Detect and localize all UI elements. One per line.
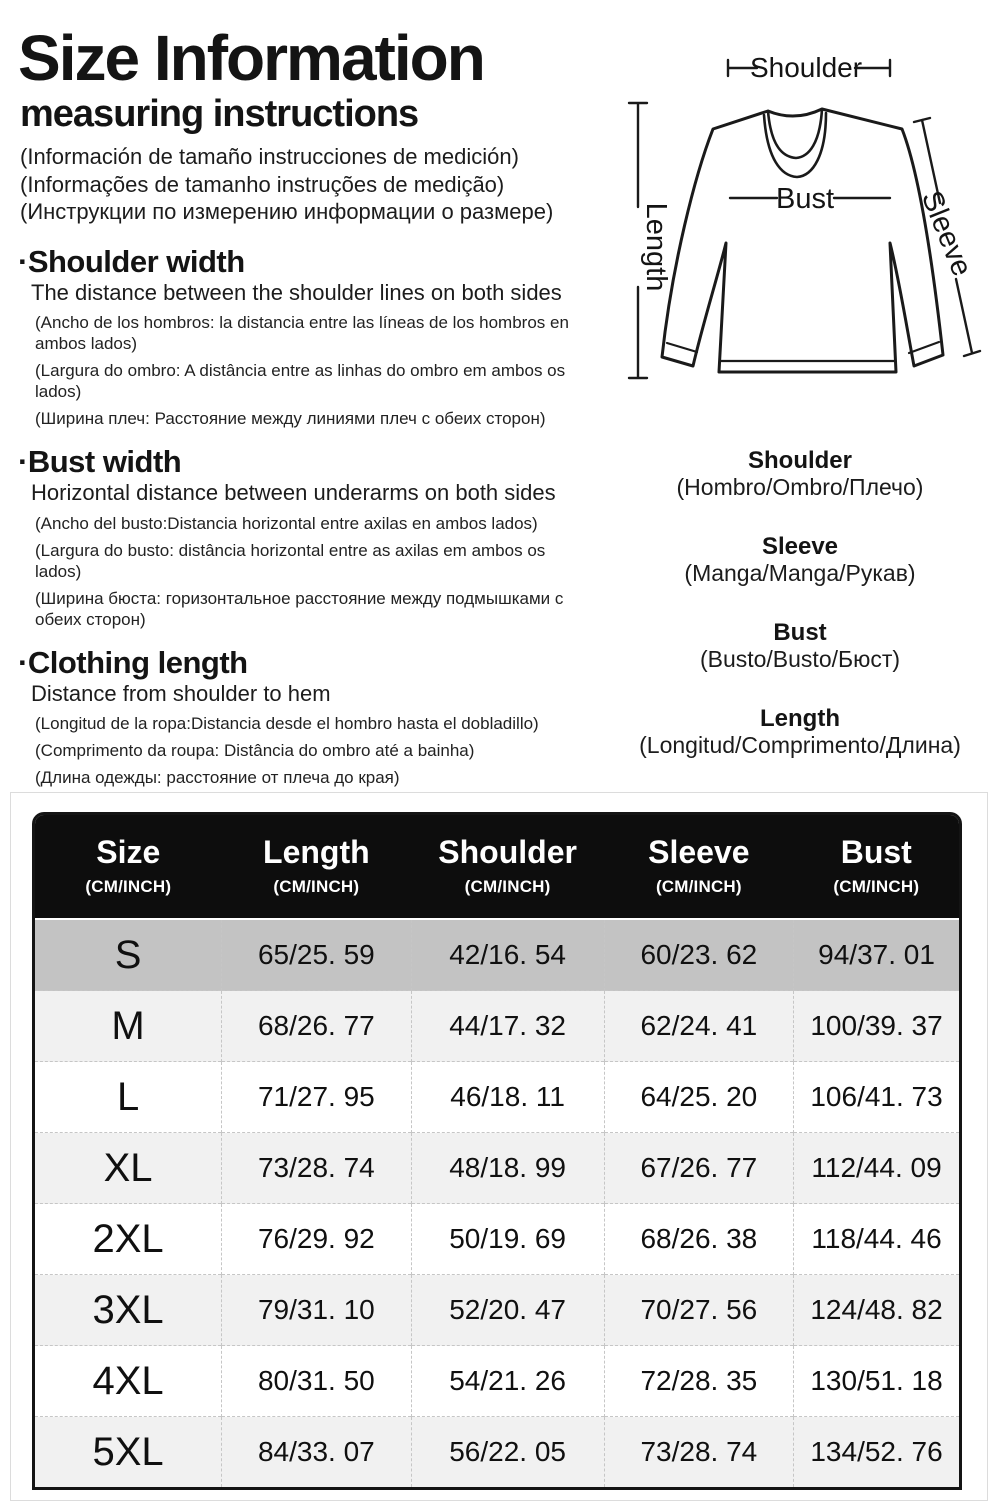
- bust-value: 134/52. 76: [794, 1417, 959, 1488]
- shoulder-value: 48/18. 99: [411, 1133, 604, 1204]
- intro-translation-es: (Información de tamaño instrucciones de medición): [20, 144, 519, 170]
- section-translation-pt: (Largura do busto: distância horizontal entre as axilas em ambos os lados): [35, 540, 546, 581]
- right-cuff-line: [909, 342, 939, 353]
- section-shoulder-width: [18, 244, 598, 429]
- bust-value: 112/44. 09: [794, 1133, 959, 1204]
- column-title: Size: [96, 834, 161, 871]
- legend-length: [600, 705, 1000, 759]
- shirt-measurement-diagram: [600, 25, 1000, 431]
- shoulder-value: 42/16. 54: [411, 919, 604, 991]
- size-table: [35, 815, 959, 1487]
- length-value: 65/25. 59: [222, 919, 411, 991]
- section-translation-ru: (Длина одежды: расстояние от плеча до края): [35, 768, 400, 788]
- legend-translation: (Busto/Busto/Бюст): [699, 646, 901, 672]
- sleeve-value: 64/25. 20: [604, 1062, 793, 1133]
- legend-translation: (Hombro/Ombro/Плечо): [676, 474, 924, 500]
- column-header-shoulder: [411, 815, 604, 919]
- sleeve-value: 72/28. 35: [604, 1346, 793, 1417]
- shoulder-value: 56/22. 05: [411, 1417, 604, 1488]
- size-table-panel: [10, 792, 988, 1501]
- length-value: 73/28. 74: [222, 1133, 411, 1204]
- length-value: 80/31. 50: [222, 1346, 411, 1417]
- bust-measure-label: Bust: [775, 183, 835, 215]
- legend-sleeve: [600, 533, 1000, 587]
- sleeve-value: 68/26. 38: [604, 1204, 793, 1275]
- column-header-sleeve: [604, 815, 793, 919]
- table-row-5xl: [35, 1417, 959, 1488]
- length-measure-label: Length: [640, 202, 672, 292]
- collar-outer-curve: [764, 113, 826, 177]
- size-label: XL: [35, 1133, 222, 1204]
- table-row-3xl: [35, 1275, 959, 1346]
- sleeve-measure-label: Sleeve: [914, 186, 978, 281]
- table-row-m: [35, 991, 959, 1062]
- left-cuff-line: [667, 343, 697, 352]
- table-row-4xl: [35, 1346, 959, 1417]
- measuring-sections: [18, 244, 598, 803]
- bust-value: 94/37. 01: [794, 919, 959, 991]
- legend-translation: (Manga/Manga/Рукав): [684, 560, 916, 586]
- section-heading: ·Shoulder width: [18, 244, 245, 279]
- shoulder-value: 50/19. 69: [411, 1204, 604, 1275]
- column-unit-note: (CM/INCH): [273, 876, 360, 896]
- sleeve-value: 60/23. 62: [604, 919, 793, 991]
- sleeve-value: 67/26. 77: [604, 1133, 793, 1204]
- size-label: 2XL: [35, 1204, 222, 1275]
- shoulder-value: 54/21. 26: [411, 1346, 604, 1417]
- section-translation-ru: (Ширина плеч: Расстояние между линиями плеч с обеих сторон): [35, 409, 546, 429]
- column-title: Shoulder: [438, 834, 577, 871]
- column-unit-note: (CM/INCH): [85, 876, 172, 896]
- shirt-outline: [662, 109, 943, 372]
- bust-value: 106/41. 73: [794, 1062, 959, 1133]
- section-clothing-length: [18, 645, 598, 788]
- section-translation-es: (Ancho del busto:Distancia horizontal entre axilas en ambos lados): [35, 513, 538, 533]
- length-value: 71/27. 95: [222, 1062, 411, 1133]
- size-table-body: [35, 919, 959, 1487]
- intro-block: [18, 22, 598, 226]
- sleeve-value: 73/28. 74: [604, 1417, 793, 1488]
- intro-translation-ru: (Инструкции по измерению информации о размере): [20, 199, 554, 225]
- section-translation-es: (Ancho de los hombros: la distancia entre las líneas de los hombros en ambos lados): [35, 313, 569, 354]
- section-translation-es: (Longitud de la ropa:Distancia desde el hombro hasta el dobladillo): [35, 714, 539, 734]
- column-title: Bust: [840, 834, 912, 871]
- section-description: Distance from shoulder to hem: [31, 680, 331, 706]
- bust-value: 130/51. 18: [794, 1346, 959, 1417]
- legend-name: Length: [760, 705, 840, 732]
- size-table-header: [35, 815, 959, 919]
- size-label: S: [35, 919, 222, 991]
- measure-legend: [600, 447, 1000, 791]
- legend-name: Bust: [773, 619, 827, 646]
- length-value: 76/29. 92: [222, 1204, 411, 1275]
- shoulder-value: 46/18. 11: [411, 1062, 604, 1133]
- column-header-size: [35, 815, 222, 919]
- legend-translation: (Longitud/Comprimento/Длина): [639, 732, 961, 758]
- length-value: 84/33. 07: [222, 1417, 411, 1488]
- bust-value: 118/44. 46: [794, 1204, 959, 1275]
- section-bust-width: [18, 444, 598, 629]
- bust-value: 124/48. 82: [794, 1275, 959, 1346]
- section-heading: ·Clothing length: [18, 644, 248, 680]
- section-translation-pt: (Comprimento da roupa: Distância do ombro até a bainha): [35, 741, 475, 761]
- column-header-length: [222, 815, 411, 919]
- size-table-wrap: [32, 812, 962, 1490]
- section-description: The distance between the shoulder lines on both sides: [31, 279, 562, 305]
- legend-bust: [600, 619, 1000, 673]
- column-header-bust: [794, 815, 959, 919]
- table-row-xl: [35, 1133, 959, 1204]
- section-translation-ru: (Ширина бюста: горизонтальное расстояние между подмышками с обеих сторон): [35, 588, 564, 629]
- size-label: L: [35, 1062, 222, 1133]
- size-label: 4XL: [35, 1346, 222, 1417]
- shirt-diagram-svg: [600, 25, 1000, 431]
- bust-value: 100/39. 37: [794, 991, 959, 1062]
- table-row-2xl: [35, 1204, 959, 1275]
- legend-name: Sleeve: [761, 533, 839, 560]
- table-row-s: [35, 919, 959, 991]
- sleeve-value: 70/27. 56: [604, 1275, 793, 1346]
- column-title: Sleeve: [648, 834, 750, 871]
- shoulder-value: 44/17. 32: [411, 991, 604, 1062]
- size-label: 3XL: [35, 1275, 222, 1346]
- column-unit-note: (CM/INCH): [833, 876, 920, 896]
- length-value: 68/26. 77: [222, 991, 411, 1062]
- section-translation-pt: (Largura do ombro: A distância entre as linhas do ombro em ambos os lados): [35, 361, 566, 402]
- intro-translation-pt: (Informações de tamanho instruções de medição): [20, 171, 505, 197]
- sleeve-value: 62/24. 41: [604, 991, 793, 1062]
- column-unit-note: (CM/INCH): [655, 876, 742, 896]
- table-row-l: [35, 1062, 959, 1133]
- column-title: Length: [263, 834, 370, 871]
- column-unit-note: (CM/INCH): [464, 876, 551, 896]
- section-heading: ·Bust width: [18, 444, 182, 480]
- shoulder-measure-label: Shoulder: [749, 52, 863, 83]
- length-value: 79/31. 10: [222, 1275, 411, 1346]
- shoulder-value: 52/20. 47: [411, 1275, 604, 1346]
- legend-shoulder: [600, 447, 1000, 501]
- page-title: Size Information: [18, 22, 484, 94]
- legend-name: Shoulder: [747, 447, 852, 474]
- size-label: 5XL: [35, 1417, 222, 1488]
- section-description: Horizontal distance between underarms on both sides: [31, 480, 556, 506]
- size-label: M: [35, 991, 222, 1062]
- page-subtitle: measuring instructions: [20, 93, 419, 136]
